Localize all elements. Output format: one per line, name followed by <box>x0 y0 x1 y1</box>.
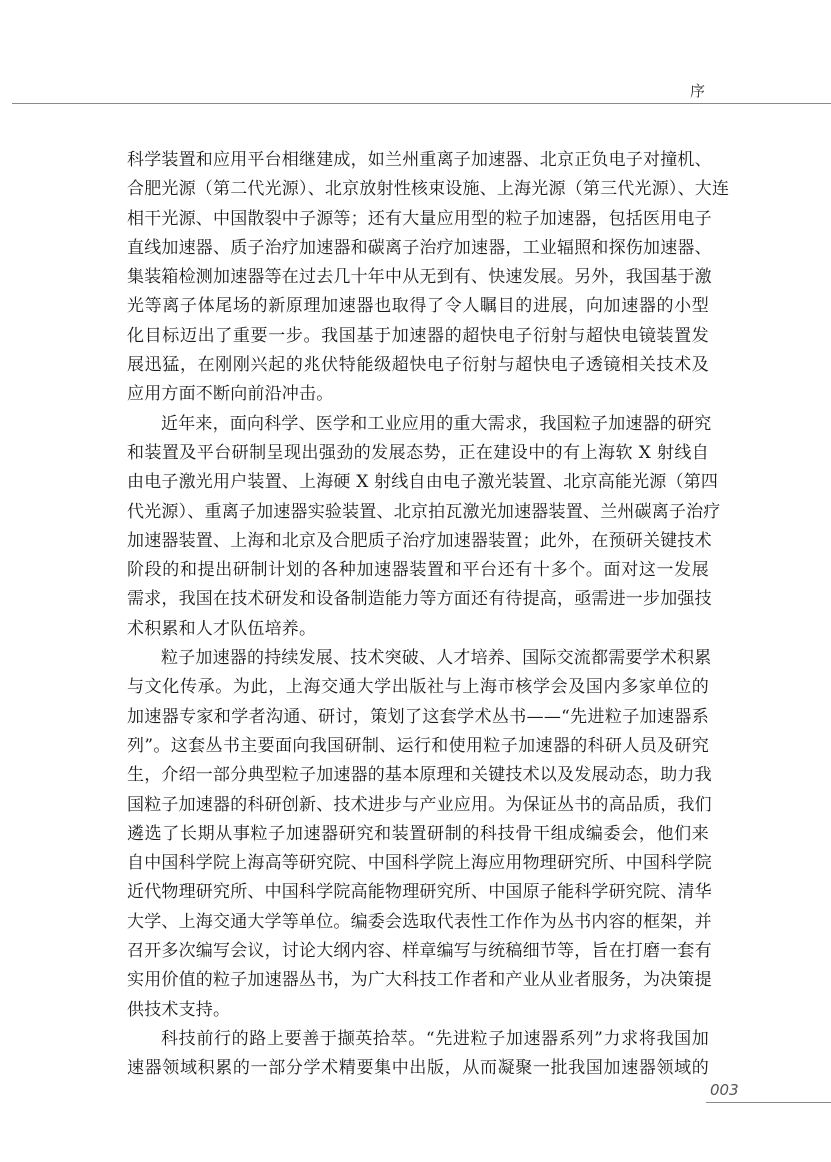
text-line: 近年来，面向科学、医学和工业应用的重大需求，我国粒子加速器的研究 <box>161 413 712 434</box>
text-line: 直线加速器、质子治疗加速器和碳离子治疗加速器，工业辐照和探伤加速器、 <box>127 237 712 258</box>
text-line: 和装置及平台研制呈现出强劲的发展态势，正在建设中的有上海软 X 射线自 <box>127 442 709 463</box>
text-line: 需求，我国在技术研发和设备制造能力等方面还有待提高，亟需进一步加强技 <box>127 589 712 610</box>
text-line: 集装箱检测加速器等在过去几十年中从无到有、快速发展。另外，我国基于激 <box>127 267 712 288</box>
running-head-title: 序 <box>690 82 706 100</box>
text-line: 国粒子加速器的科研创新、技术进步与产业应用。为保证丛书的高品质，我们 <box>127 794 712 815</box>
text-line: 展迅猛，在刚刚兴起的兆伏特能级超快电子衍射与超快电子透镜相关技术及 <box>127 355 709 376</box>
text-line: 化目标迈出了重要一步。我国基于加速器的超快电子衍射与超快电镜装置发 <box>127 325 709 346</box>
page-number: 003 <box>710 1081 739 1099</box>
text-line: 代光源）、重离子加速器实验装置、北京拍瓦激光加速器装置、兰州碳离子治疗 <box>127 501 721 522</box>
body-text <box>127 146 730 1084</box>
text-line: 列”。这套丛书主要面向我国研制、运行和使用粒子加速器的科研人员及研究 <box>127 735 709 756</box>
text-line: 合肥光源（第二代光源）、北京放射性核束设施、上海光源（第三代光源）、大连 <box>127 179 730 200</box>
text-line: 供技术支持。 <box>127 999 231 1020</box>
text-line: 实用价值的粒子加速器丛书，为广大科技工作者和产业从业者服务，为决策提 <box>127 970 712 991</box>
text-line: 相干光源、中国散裂中子源等；还有大量应用型的粒子加速器，包括医用电子 <box>127 208 712 229</box>
text-line: 由电子激光用户装置、上海硬 X 射线自由电子激光装置、北京高能光源（第四 <box>127 472 719 493</box>
text-line: 近代物理研究所、中国科学院高能物理研究所、中国原子能科学研究院、清华 <box>127 882 712 903</box>
text-line: 大学、上海交通大学等单位。编委会选取代表性工作作为丛书内容的框架，并 <box>127 911 712 932</box>
text-line: 加速器专家和学者沟通、研讨，策划了这套学术丛书——“先进粒子加速器系 <box>127 706 709 727</box>
text-line: 光等离子体尾场的新原理加速器也取得了令人瞩目的进展，向加速器的小型 <box>127 296 709 317</box>
text-line: 科学装置和应用平台相继建成，如兰州重离子加速器、北京正负电子对撞机、 <box>127 150 712 170</box>
header-rule <box>12 103 831 104</box>
footer-rule <box>706 1102 831 1103</box>
text-line: 自中国科学院上海高等研究院、中国科学院上海应用物理研究所、中国科学院 <box>127 853 712 874</box>
text-line: 与文化传承。为此，上海交通大学出版社与上海市核学会及国内多家单位的 <box>127 677 709 698</box>
text-line: 加速器装置、上海和北京及合肥质子治疗加速器装置；此外，在预研关键技术 <box>127 530 712 551</box>
text-line: 速器领域积累的一部分学术精要集中出版，从而凝聚一批我国加速器领域的 <box>127 1058 709 1079</box>
text-line: 召开多次编写会议，讨论大纲内容、样章编写与统稿细节等，旨在打磨一套有 <box>127 941 712 962</box>
text-line: 粒子加速器的持续发展、技术突破、人才培养、国际交流都需要学术积累 <box>161 648 712 669</box>
text-line: 阶段的和提出研制计划的各种加速器装置和平台还有十多个。面对这一发展 <box>127 560 709 581</box>
text-line: 应用方面不断向前沿冲击。 <box>127 384 334 405</box>
text-line: 术积累和人才队伍培养。 <box>127 618 317 639</box>
text-line: 科技前行的路上要善于撷英拾萃。“先进粒子加速器系列”力求将我国加 <box>161 1028 709 1049</box>
text-line: 遴选了长期从事粒子加速器研究和装置研制的科技骨干组成编委会，他们来 <box>127 823 709 844</box>
text-line: 生，介绍一部分典型粒子加速器的基本原理和关键技术以及发展动态，助力我 <box>127 765 712 786</box>
